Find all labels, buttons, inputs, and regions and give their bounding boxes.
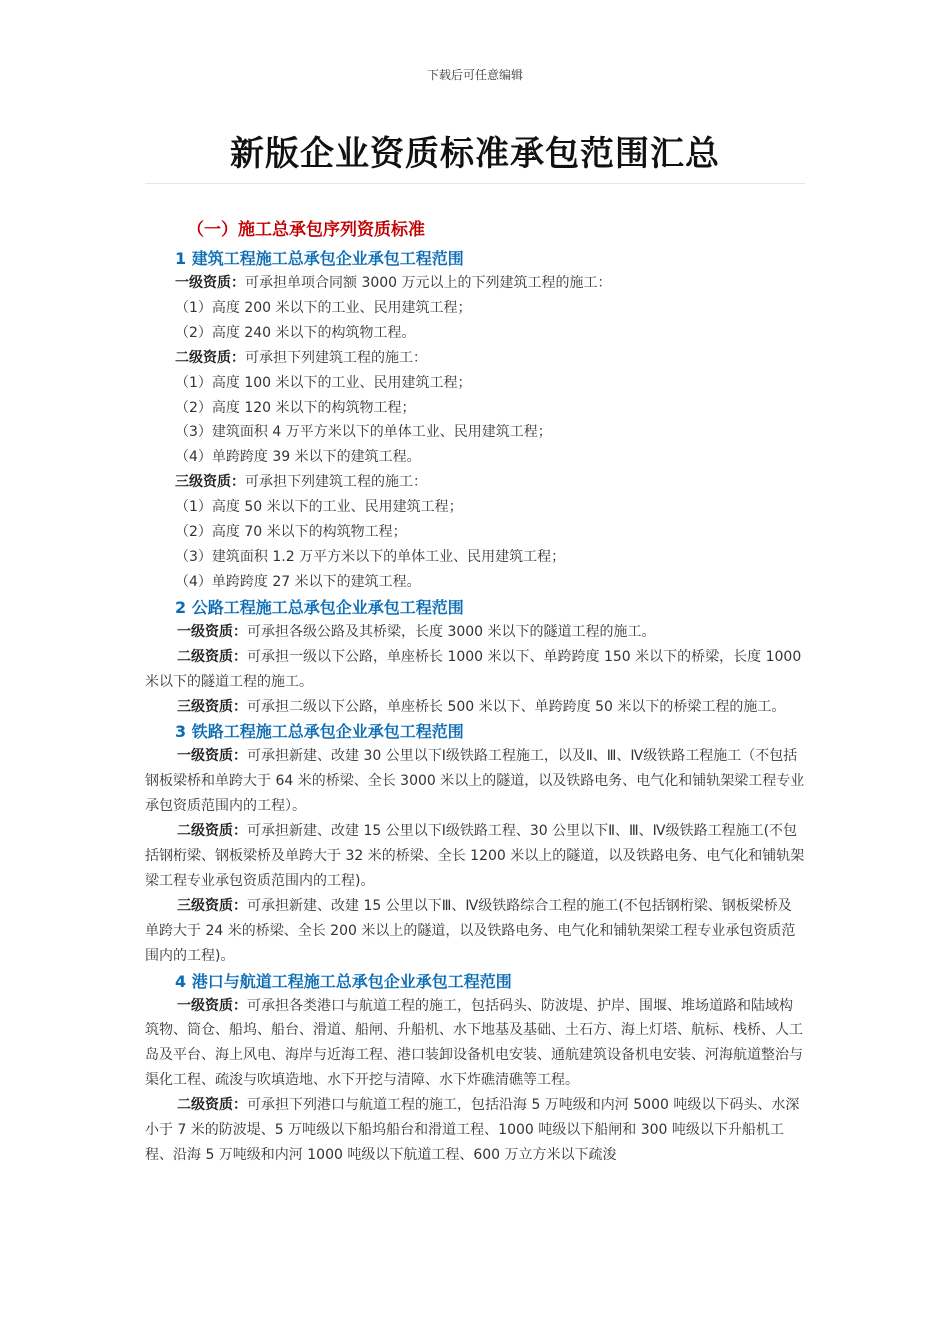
qualification-paragraph [145,1093,805,1168]
list-item: （1）高度 100 米以下的工业、民用建筑工程； [175,374,472,391]
list-item: （2）高度 120 米以下的构筑物工程； [175,399,416,416]
qualification-text: 可承担下列建筑工程的施工： [245,349,427,366]
list-item: （3）建筑面积 4 万平方米以下的单体工业、民用建筑工程； [175,424,552,441]
section-title: 2 公路工程施工总承包企业承包工程范围 [175,597,464,617]
qualification-paragraph [145,819,805,894]
header-note: 下载后可任意编辑 [426,68,523,82]
series-title: （一）施工总承包序列资质标准 [187,220,425,240]
qualification-text: 可承担新建、改建 30 公里以下Ⅰ级铁路工程施工，以及Ⅱ、Ⅲ、Ⅳ级铁路工程施工（不包括钢板梁桥和单跨大于 64 米的桥梁、全长 3000 米以上的隧道，以及铁路电务、电气化和铺轨架梁工程专业承包资质范围内的工程）。 [145,748,805,815]
qualification-label: 一级资质： [177,623,247,640]
title-divider [145,183,805,184]
qualification-text: 可承担二级以下公路，单座桥长 500 米以下、单跨跨度 50 米以下的桥梁工程的施工。 [247,698,786,715]
list-item: （4）单跨跨度 27 米以下的建筑工程。 [175,573,421,590]
qualification-text: 可承担各级公路及其桥梁，长度 3000 米以下的隧道工程的施工。 [247,623,656,640]
document-body [145,216,805,1168]
qualification-line [145,271,805,296]
qualification-line [145,346,805,371]
qualification-paragraph [145,695,805,720]
qualification-label: 一级资质： [177,997,247,1014]
list-item: （3）建筑面积 1.2 万平方米以下的单体工业、民用建筑工程； [175,548,566,565]
qualification-paragraph [145,894,805,969]
qualification-label: 二级资质： [177,823,247,840]
document-title: 新版企业资质标准承包范围汇总 [230,134,720,174]
qualification-label: 三级资质： [177,698,247,715]
qualification-text: 可承担下列建筑工程的施工： [245,474,427,491]
list-item: （4）单跨跨度 39 米以下的建筑工程。 [175,449,421,466]
qualification-text: 可承担下列港口与航道工程的施工，包括沿海 5 万吨级和内河 5000 吨级以下码头、水深小于 7 米的防波堤、5 万吨级以下船坞船台和滑道工程、1000 吨级以下船闸和 300 吨级以下升船机工程、沿海 5 万吨级和内河 1000 吨级以下航道工程、600 万立方米以下疏浚 [145,1097,800,1163]
list-item: （1）高度 50 米以下的工业、民用建筑工程； [175,499,463,516]
qualification-label: 二级资质： [175,349,245,366]
qualification-text: 可承担新建、改建 15 公里以下Ⅲ、Ⅳ级铁路综合工程的施工(不包括钢桁梁、钢板梁桥及单跨大于 24 米的桥梁、全长 200 米以上的隧道，以及铁路电务、电气化和铺轨架梁工程专业承包资质范围内的工程)。 [145,897,796,964]
list-item: （2）高度 240 米以下的构筑物工程。 [175,324,416,341]
qualification-text: 可承担新建、改建 15 公里以下Ⅰ级铁路工程、30 公里以下Ⅱ、Ⅲ、Ⅳ级铁路工程施工(不包括钢桁梁、钢板梁桥及单跨大于 32 米的桥梁、全长 1200 米以上的隧道，以及铁路电务、电气化和铺轨架梁工程专业承包资质范围内的工程)。 [145,823,805,889]
list-item: （1）高度 200 米以下的工业、民用建筑工程； [175,299,472,316]
qualification-paragraph [145,620,805,645]
qualification-label: 二级资质： [177,648,247,665]
qualification-text: 可承担各类港口与航道工程的施工，包括码头、防波堤、护岸、围堰、堆场道路和陆域构筑物、筒仓、船坞、船台、滑道、船闸、升船机、水下地基及基础、土石方、海上灯塔、航标、栈桥、人工岛及平台、海上风电、海岸与近海工程、港口装卸设备机电安装、通航建筑设备机电安装、河海航道整治与渠化工程、疏浚与吹填造地、水下开挖与清障、水下炸礁清礁等工程。 [145,997,803,1089]
qualification-label: 三级资质： [175,474,245,491]
qualification-text: 可承担一级以下公路，单座桥长 1000 米以下、单跨跨度 150 米以下的桥梁，长度 1000 米以下的隧道工程的施工。 [145,648,802,690]
section-title: 4 港口与航道工程施工总承包企业承包工程范围 [175,971,512,991]
qualification-label: 一级资质： [175,275,245,291]
qualification-label: 二级资质： [177,1097,247,1114]
section-title: 1 建筑工程施工总承包企业承包工程范围 [175,249,464,268]
qualification-line [145,470,805,495]
section-title: 3 铁路工程施工总承包企业承包工程范围 [175,722,464,742]
qualification-paragraph [145,744,805,819]
qualification-paragraph [145,645,805,695]
qualification-paragraph [145,994,805,1094]
qualification-text: 可承担单项合同额 3000 万元以上的下列建筑工程的施工： [245,275,612,291]
list-item: （2）高度 70 米以下的构筑物工程； [175,524,407,541]
qualification-label: 一级资质： [177,748,247,765]
qualification-label: 三级资质： [177,897,247,914]
